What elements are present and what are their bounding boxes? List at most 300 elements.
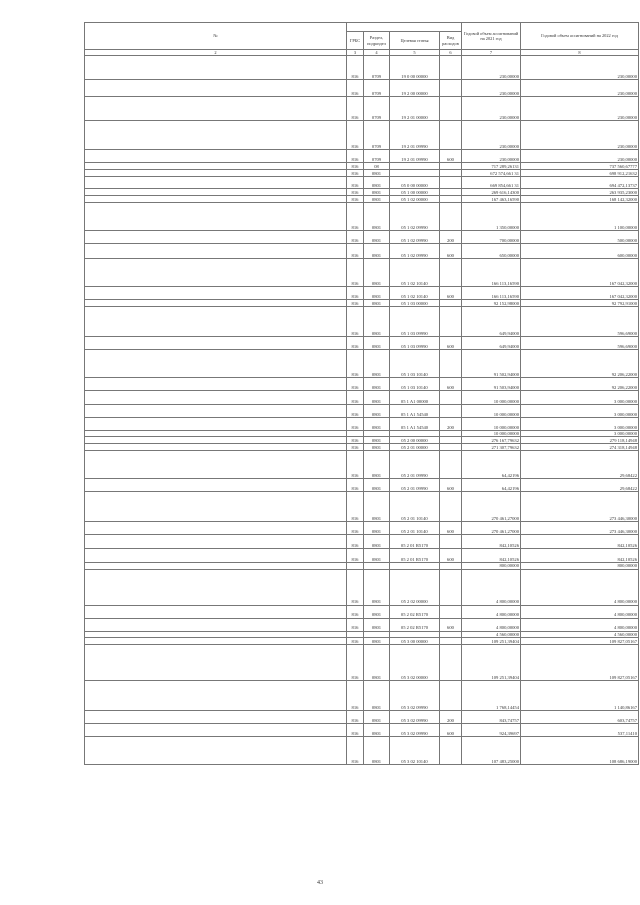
row-amount-2021: 800,00000 [462, 563, 521, 569]
row-section: 0801 [364, 231, 390, 244]
row-expense-type: 600 [440, 549, 462, 563]
row-amount-2022: 109 827,05167 [521, 644, 639, 680]
row-section: 0801 [364, 618, 390, 631]
row-section: 08 [364, 163, 390, 170]
table-row [85, 150, 639, 163]
row-target-article: 05 1 02 10140 [390, 259, 440, 287]
row-amount-2022: 4 800,00000 [521, 569, 639, 605]
row-description [85, 244, 347, 259]
row-section: 0801 [364, 203, 390, 231]
row-amount-2022: 274 318,14948 [521, 444, 639, 451]
row-description [85, 437, 347, 444]
table-row [85, 163, 639, 170]
row-section: 0801 [364, 549, 390, 563]
row-target-article: 19 2 01 09990 [390, 121, 440, 150]
table-row [85, 618, 639, 631]
row-amount-2022: 3 000,00000 [521, 391, 639, 405]
row-amount-2022: 168 142,32000 [521, 196, 639, 203]
row-amount-2022: 230,00000 [521, 97, 639, 121]
row-target-article: 05 1 03 00000 [390, 300, 440, 307]
row-amount-2021: 4 800,00000 [462, 618, 521, 631]
table-row [85, 644, 639, 680]
row-section: 0801 [364, 287, 390, 300]
row-amount-2022: 500,00000 [521, 231, 639, 244]
row-amount-2021: 4 560,00000 [462, 631, 521, 637]
row-target-article: 05 2 01 R5170 [390, 535, 440, 549]
row-grbs: 816 [347, 391, 364, 405]
row-expense-type: 200 [440, 710, 462, 723]
row-expense-type [440, 97, 462, 121]
row-grbs: 816 [347, 307, 364, 337]
row-amount-2021: 92 152,98000 [462, 300, 521, 307]
row-grbs: 816 [347, 203, 364, 231]
row-target-article: 05 2 01 09990 [390, 451, 440, 479]
row-section: 0801 [364, 710, 390, 723]
row-amount-2021: 649,94000 [462, 337, 521, 350]
table-row [85, 680, 639, 710]
row-expense-type [440, 163, 462, 170]
row-grbs: 816 [347, 350, 364, 378]
row-amount-2021: 270 461,27000 [462, 522, 521, 535]
row-expense-type: 600 [440, 618, 462, 631]
row-amount-2022: 273 446,30000 [521, 522, 639, 535]
row-expense-type [440, 437, 462, 444]
row-grbs: 816 [347, 170, 364, 177]
row-amount-2021: 4 800,00000 [462, 569, 521, 605]
row-amount-2021: 107 483,25000 [462, 736, 521, 764]
row-section: 0801 [364, 492, 390, 522]
row-description [85, 535, 347, 549]
row-target-article: 05 3 00 00000 [390, 637, 440, 644]
row-description [85, 177, 347, 189]
row-target-article: 05 1 02 10140 [390, 287, 440, 300]
row-grbs: 816 [347, 736, 364, 764]
row-section: 0709 [364, 80, 390, 97]
row-description [85, 680, 347, 710]
row-amount-2022: 3 000,00000 [521, 431, 639, 437]
row-target-article: 05 2 02 R5170 [390, 605, 440, 618]
row-expense-type [440, 350, 462, 378]
row-target-article [390, 170, 440, 177]
row-target-article: 05 2 01 09990 [390, 479, 440, 492]
row-description [85, 444, 347, 451]
row-amount-2021: 269 616,14300 [462, 189, 521, 196]
row-amount-2021: 4 800,00000 [462, 605, 521, 618]
row-description [85, 378, 347, 391]
table-row [85, 300, 639, 307]
table-row [85, 723, 639, 736]
row-section: 0801 [364, 405, 390, 418]
row-target-article: 05 1 03 09990 [390, 337, 440, 350]
row-expense-type: 600 [440, 150, 462, 163]
row-description [85, 150, 347, 163]
row-section: 0801 [364, 244, 390, 259]
row-amount-2021: 1 350,00000 [462, 203, 521, 231]
row-grbs: 816 [347, 405, 364, 418]
row-amount-2022: 273 446,30000 [521, 492, 639, 522]
row-expense-type [440, 189, 462, 196]
row-amount-2021: 669 854,661 31 [462, 177, 521, 189]
row-description [85, 637, 347, 644]
row-grbs: 816 [347, 196, 364, 203]
table-row [85, 637, 639, 644]
row-target-article: 05 2 02 00000 [390, 569, 440, 605]
budget-table [84, 22, 639, 765]
row-description [85, 121, 347, 150]
row-grbs: 816 [347, 710, 364, 723]
row-grbs: 816 [347, 259, 364, 287]
row-description [85, 618, 347, 631]
row-grbs: 816 [347, 150, 364, 163]
table-row [85, 710, 639, 723]
row-description [85, 644, 347, 680]
row-grbs: 816 [347, 189, 364, 196]
row-description [85, 522, 347, 535]
row-expense-type: 600 [440, 479, 462, 492]
row-grbs: 816 [347, 680, 364, 710]
row-description [85, 710, 347, 723]
row-section: 0801 [364, 437, 390, 444]
row-grbs: 816 [347, 522, 364, 535]
row-grbs: 816 [347, 121, 364, 150]
row-amount-2021: 842,10526 [462, 535, 521, 549]
row-description [85, 231, 347, 244]
row-amount-2022: 800,00000 [521, 563, 639, 569]
table-row [85, 196, 639, 203]
row-target-article: 19 2 01 09990 [390, 150, 440, 163]
row-section: 0801 [364, 444, 390, 451]
table-row [85, 535, 639, 549]
row-description [85, 307, 347, 337]
row-target-article: 19 2 01 00000 [390, 97, 440, 121]
row-expense-type [440, 605, 462, 618]
row-amount-2022: 263 935,23000 [521, 189, 639, 196]
row-section: 0709 [364, 150, 390, 163]
row-grbs: 816 [347, 337, 364, 350]
table-row [85, 307, 639, 337]
table-row [85, 405, 639, 418]
row-target-article: 05 1 02 09990 [390, 231, 440, 244]
row-description [85, 405, 347, 418]
row-expense-type [440, 259, 462, 287]
row-amount-2021: 64,42196 [462, 451, 521, 479]
header-number: № [85, 23, 347, 50]
row-description [85, 170, 347, 177]
row-amount-2021: 700,00000 [462, 231, 521, 244]
row-amount-2022: 537,11410 [521, 723, 639, 736]
row-section: 0801 [364, 337, 390, 350]
row-amount-2021: 1 768,14454 [462, 680, 521, 710]
table-row [85, 522, 639, 535]
row-target-article: 05 3 02 00000 [390, 644, 440, 680]
row-expense-type: 600 [440, 723, 462, 736]
row-amount-2022: 596,69000 [521, 337, 639, 350]
row-grbs: 816 [347, 97, 364, 121]
row-grbs: 816 [347, 418, 364, 431]
row-target-article: 05 1 A1 54540 [390, 418, 440, 431]
row-expense-type [440, 170, 462, 177]
row-section: 0801 [364, 522, 390, 535]
row-amount-2021: 842,10526 [462, 549, 521, 563]
row-description [85, 163, 347, 170]
table-row [85, 56, 639, 80]
row-grbs: 816 [347, 444, 364, 451]
row-amount-2022: 230,00000 [521, 121, 639, 150]
row-description [85, 287, 347, 300]
row-section: 0801 [364, 644, 390, 680]
table-row [85, 451, 639, 479]
table-row [85, 437, 639, 444]
row-section: 0801 [364, 300, 390, 307]
row-description [85, 736, 347, 764]
row-expense-type: 600 [440, 337, 462, 350]
header-expense-type: Вид расходов [440, 32, 462, 50]
row-target-article: 05 3 02 09990 [390, 680, 440, 710]
row-amount-2021: 166 113,16590 [462, 259, 521, 287]
row-grbs: 816 [347, 569, 364, 605]
row-target-article: 05 1 00 00000 [390, 189, 440, 196]
row-expense-type [440, 451, 462, 479]
row-amount-2022: 279 118,14948 [521, 437, 639, 444]
table-row [85, 97, 639, 121]
row-amount-2022: 596,69000 [521, 307, 639, 337]
row-amount-2021: 230,00000 [462, 97, 521, 121]
row-section: 0801 [364, 418, 390, 431]
index-cell: 7 [462, 50, 521, 56]
row-target-article: 05 1 02 00000 [390, 196, 440, 203]
row-grbs: 816 [347, 618, 364, 631]
row-amount-2021: 230,00000 [462, 150, 521, 163]
row-target-article: 05 2 01 R5170 [390, 549, 440, 563]
row-grbs: 816 [347, 231, 364, 244]
row-target-article: 05 2 00 00000 [390, 437, 440, 444]
row-section: 0801 [364, 451, 390, 479]
table-row [85, 378, 639, 391]
row-target-article: 05 1 03 10140 [390, 350, 440, 378]
row-grbs: 816 [347, 80, 364, 97]
table-row [85, 391, 639, 405]
row-target-article: 05 1 02 09990 [390, 203, 440, 231]
row-section: 0709 [364, 121, 390, 150]
row-amount-2022: 1 100,00000 [521, 203, 639, 231]
row-amount-2022: 4 800,00000 [521, 605, 639, 618]
table-row [85, 203, 639, 231]
row-expense-type [440, 637, 462, 644]
row-amount-2021: 270 461,27000 [462, 492, 521, 522]
row-section: 0801 [364, 259, 390, 287]
row-grbs: 816 [347, 644, 364, 680]
row-expense-type: 600 [440, 522, 462, 535]
row-amount-2022: 842,10526 [521, 535, 639, 549]
table-row [85, 287, 639, 300]
row-grbs: 816 [347, 723, 364, 736]
row-grbs: 816 [347, 177, 364, 189]
row-amount-2022: 167 042,32000 [521, 287, 639, 300]
row-expense-type [440, 535, 462, 549]
row-target-article: 05 1 03 09990 [390, 307, 440, 337]
index-cell: 3 [347, 50, 364, 56]
row-target-article: 05 0 00 00000 [390, 177, 440, 189]
table-row [85, 736, 639, 764]
row-amount-2021: 230,00000 [462, 56, 521, 80]
index-cell: 4 [364, 50, 390, 56]
header-section: Раздел, подраздел [364, 32, 390, 50]
table-row [85, 350, 639, 378]
document-page [84, 22, 638, 765]
row-expense-type [440, 121, 462, 150]
header-year-2021: Годовой объем ассигнований на 2021 год [462, 23, 521, 50]
row-description [85, 451, 347, 479]
row-grbs: 816 [347, 637, 364, 644]
row-description [85, 203, 347, 231]
row-target-article: 05 2 01 10140 [390, 492, 440, 522]
row-amount-2022: 230,00000 [521, 80, 639, 97]
row-amount-2022: 600,00000 [521, 244, 639, 259]
row-section: 0801 [364, 569, 390, 605]
row-expense-type [440, 405, 462, 418]
table-row [85, 337, 639, 350]
row-expense-type [440, 80, 462, 97]
row-section: 0801 [364, 350, 390, 378]
row-target-article: 05 1 02 09990 [390, 244, 440, 259]
row-grbs: 816 [347, 535, 364, 549]
row-amount-2022: 108 686,19000 [521, 736, 639, 764]
row-amount-2021: 10 000,00000 [462, 391, 521, 405]
row-target-article: 05 2 01 10140 [390, 522, 440, 535]
row-section: 0801 [364, 637, 390, 644]
row-expense-type [440, 300, 462, 307]
row-expense-type [440, 391, 462, 405]
row-amount-2022: 109 827,05167 [521, 637, 639, 644]
row-target-article: 05 1 A1 54540 [390, 405, 440, 418]
row-expense-type: 600 [440, 378, 462, 391]
row-section: 0801 [364, 196, 390, 203]
row-section: 0709 [364, 97, 390, 121]
row-description [85, 418, 347, 431]
row-amount-2021: 109 251,39404 [462, 644, 521, 680]
row-description [85, 300, 347, 307]
row-description [85, 56, 347, 80]
row-description [85, 80, 347, 97]
row-amount-2022: 29,68422 [521, 479, 639, 492]
row-amount-2021: 10 000,00000 [462, 405, 521, 418]
row-section: 0801 [364, 479, 390, 492]
row-section: 0801 [364, 680, 390, 710]
row-expense-type [440, 492, 462, 522]
index-cell: 8 [521, 50, 639, 56]
row-amount-2021: 717 289,26131 [462, 163, 521, 170]
row-amount-2022: 3 000,00000 [521, 418, 639, 431]
row-target-article: 05 1 A1 00000 [390, 391, 440, 405]
row-expense-type [440, 307, 462, 337]
table-row [85, 492, 639, 522]
row-grbs: 816 [347, 479, 364, 492]
row-description [85, 337, 347, 350]
row-section: 0801 [364, 723, 390, 736]
table-row [85, 189, 639, 196]
row-amount-2021: 166 113,16590 [462, 287, 521, 300]
row-expense-type [440, 177, 462, 189]
header-codes [347, 23, 462, 32]
header-year-2022: Годовой объем ассигнований на 2022 год [521, 23, 639, 50]
row-amount-2021: 91 502,94000 [462, 350, 521, 378]
row-amount-2022: 603,74757 [521, 710, 639, 723]
row-section: 0801 [364, 170, 390, 177]
row-amount-2022: 92 206,22000 [521, 350, 639, 378]
header-target-article: Целевая статья [390, 32, 440, 50]
table-row [85, 418, 639, 431]
row-section: 0801 [364, 307, 390, 337]
row-section: 0801 [364, 736, 390, 764]
index-cell: 6 [440, 50, 462, 56]
row-grbs: 816 [347, 56, 364, 80]
row-grbs: 816 [347, 163, 364, 170]
table-row [85, 177, 639, 189]
row-amount-2022: 29,68422 [521, 451, 639, 479]
row-expense-type [440, 644, 462, 680]
row-expense-type: 600 [440, 244, 462, 259]
row-expense-type: 600 [440, 287, 462, 300]
row-description [85, 350, 347, 378]
table-row [85, 80, 639, 97]
row-grbs: 816 [347, 287, 364, 300]
row-amount-2022: 230,00000 [521, 56, 639, 80]
row-amount-2021: 924,39697 [462, 723, 521, 736]
row-description [85, 479, 347, 492]
index-cell: 5 [390, 50, 440, 56]
table-row [85, 259, 639, 287]
row-expense-type [440, 444, 462, 451]
row-amount-2021: 109 251,39404 [462, 637, 521, 644]
row-description [85, 569, 347, 605]
row-expense-type [440, 56, 462, 80]
row-amount-2021: 843,74757 [462, 710, 521, 723]
row-amount-2021: 650,00000 [462, 244, 521, 259]
row-description [85, 196, 347, 203]
table-row [85, 479, 639, 492]
page-number: 43 [317, 880, 323, 886]
row-section: 0709 [364, 56, 390, 80]
table-row [85, 244, 639, 259]
row-grbs: 816 [347, 378, 364, 391]
row-target-article: 05 1 03 10140 [390, 378, 440, 391]
row-amount-2021: 672 574,661 31 [462, 170, 521, 177]
row-expense-type: 200 [440, 231, 462, 244]
row-amount-2021: 276 167,79632 [462, 437, 521, 444]
header-grbs: ГРБС [347, 32, 364, 50]
row-expense-type [440, 680, 462, 710]
row-amount-2022: 4 560,00000 [521, 631, 639, 637]
row-amount-2022: 737 560,67777 [521, 163, 639, 170]
row-description [85, 492, 347, 522]
row-section: 0801 [364, 189, 390, 196]
row-description [85, 723, 347, 736]
row-expense-type: 200 [440, 418, 462, 431]
row-target-article: 19 2 00 00000 [390, 80, 440, 97]
row-grbs: 816 [347, 451, 364, 479]
row-amount-2022: 698 912,21632 [521, 170, 639, 177]
row-description [85, 605, 347, 618]
row-description [85, 549, 347, 563]
row-description [85, 189, 347, 196]
row-amount-2022: 3 000,00000 [521, 405, 639, 418]
row-section: 0801 [364, 378, 390, 391]
table-row [85, 170, 639, 177]
row-section: 0801 [364, 391, 390, 405]
row-section: 0801 [364, 605, 390, 618]
table-row [85, 605, 639, 618]
table-row [85, 549, 639, 563]
